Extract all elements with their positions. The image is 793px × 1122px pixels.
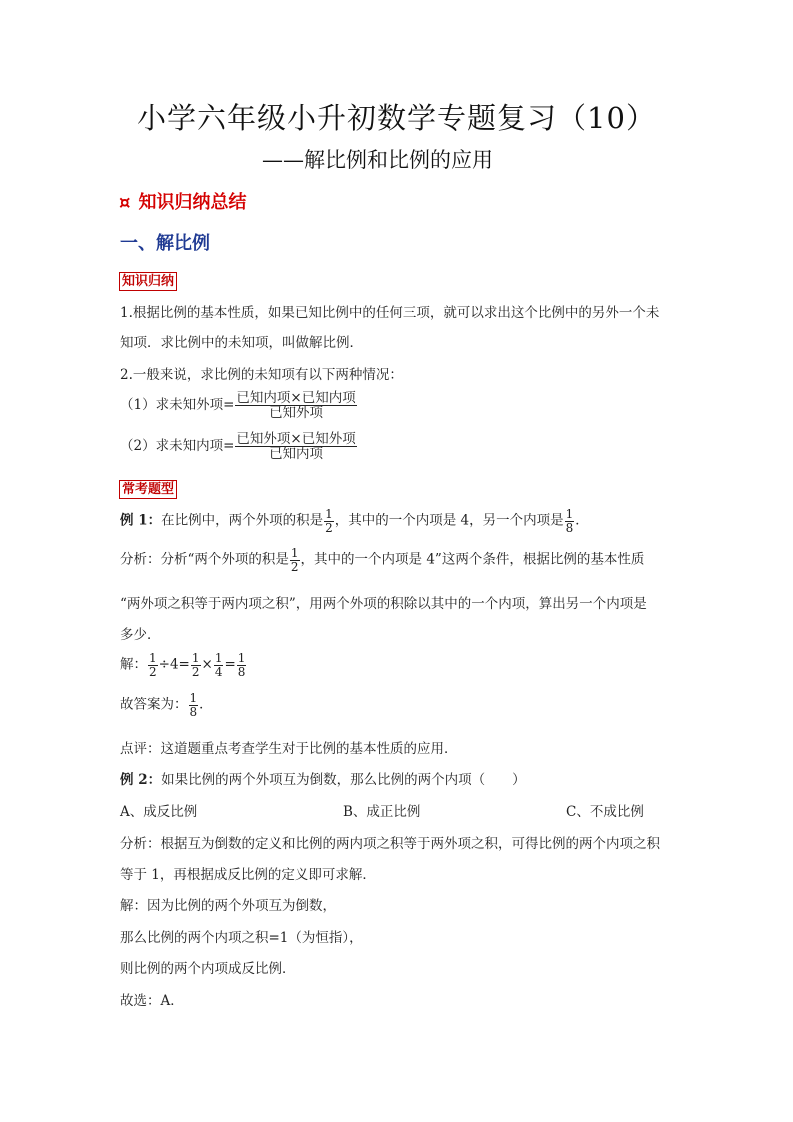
- section-heading-text: 知识归纳总结: [138, 192, 247, 213]
- answer-end: ．: [199, 696, 213, 713]
- answer-label: 故答案为：: [120, 696, 188, 713]
- common-questions-tag-label: 常考题型: [119, 480, 177, 499]
- analysis-text-b: ，其中的一个内项是 4”这两个条件，根据比例的基本性质: [300, 551, 645, 568]
- numerator: 1: [149, 651, 157, 665]
- example-2-solution-line-1: 解：因为比例的两个外项互为倒数，: [120, 898, 336, 914]
- example-1-analysis-line-3: 多少．: [120, 627, 161, 643]
- denominator: 2: [149, 664, 157, 679]
- denominator: 2: [191, 664, 200, 679]
- example-1-analysis-line-1: [120, 547, 644, 573]
- example-1-question: [120, 508, 589, 534]
- knowledge-tag: [119, 270, 177, 290]
- example-2-analysis-line-1: 分析：根据互为倒数的定义和比例的两内项之积等于两外项之积，可得比例的两个内项之积: [120, 836, 660, 852]
- fraction-one-eighth: [189, 692, 199, 718]
- divide-operator: ÷4=: [158, 656, 190, 673]
- example-2-solution-line-3: 则比例的两个内项成反比例．: [120, 961, 296, 977]
- example-2-analysis-line-2: 等于 1，再根据成反比例的定义即可求解．: [120, 867, 376, 883]
- numerator: 1: [214, 651, 223, 665]
- example-2-text: 如果比例的两个外项互为倒数，那么比例的两个内项（ ）: [161, 772, 526, 788]
- case2-denominator: 已知内项: [269, 446, 324, 463]
- denominator: 2: [325, 520, 333, 535]
- numerator: 1: [290, 546, 299, 560]
- fraction-one-half: [324, 508, 334, 534]
- example-2-label: 例 2：: [120, 772, 162, 788]
- fraction-one-half: [191, 652, 201, 678]
- numerator: 1: [565, 507, 574, 521]
- fraction-one-eighth: [565, 508, 575, 534]
- example-2-solution-line-2: 那么比例的两个内项之积=1（为恒指），: [120, 930, 363, 946]
- page-title: 小学六年级小升初数学专题复习（10）: [137, 101, 656, 135]
- example-2-question: [120, 768, 526, 788]
- knowledge-tag-label: 知识归纳: [119, 272, 177, 291]
- denominator: 4: [214, 664, 223, 679]
- example-2-option-b: B、成正比例: [343, 804, 421, 820]
- numerator: 1: [189, 691, 198, 705]
- numerator: 1: [237, 651, 246, 665]
- page-subtitle: ——解比例和比例的应用: [262, 148, 493, 172]
- case2-label: （2）求未知内项=: [120, 438, 235, 455]
- numerator: 1: [191, 651, 200, 665]
- case2-numerator: 已知外项×已知外项: [236, 431, 356, 447]
- knowledge-paragraph-1-line-1: 1.根据比例的基本性质，如果已知比例中的任何三项，就可以求出这个比例中的另外一个未: [120, 305, 660, 321]
- fraction-one-half: [290, 547, 300, 573]
- denominator: 8: [565, 520, 574, 535]
- example-1-text-c: ．: [575, 512, 589, 529]
- case1-fraction: [235, 391, 356, 420]
- denominator: 8: [189, 704, 198, 719]
- example-2-answer: 故选：A．: [120, 993, 184, 1009]
- denominator: 8: [237, 664, 246, 679]
- example-2-option-a: A、成反比例: [120, 804, 198, 820]
- example-1-answer: [120, 692, 213, 718]
- case1-numerator: 已知内项×已知内项: [236, 390, 356, 406]
- example-1-text-b: ，其中的一个内项是 4，另一个内项是: [334, 512, 564, 529]
- fraction-one-half: [148, 652, 158, 678]
- formula-case-1: [120, 391, 358, 420]
- solution-label: 解：: [120, 656, 147, 673]
- example-1-label: 例 1：: [120, 512, 162, 529]
- example-1-text-a: 在比例中，两个外项的积是: [161, 512, 324, 529]
- numerator: 1: [325, 507, 333, 521]
- part1-heading: 一、解比例: [120, 233, 210, 254]
- case1-denominator: 已知外项: [269, 405, 324, 422]
- case1-label: （1）求未知外项=: [120, 397, 235, 414]
- denominator: 2: [290, 559, 299, 574]
- knowledge-paragraph-1-line-2: 知项．求比例中的未知项，叫做解比例．: [120, 335, 363, 351]
- common-questions-tag: [119, 478, 177, 498]
- analysis-text-a: 分析：分析“两个外项的积是: [120, 551, 289, 568]
- fraction-one-quarter: [214, 652, 224, 678]
- section-heading: [119, 188, 246, 214]
- currency-sign-icon: ¤: [119, 192, 131, 213]
- formula-case-2: [120, 432, 358, 461]
- equals-operator: =: [224, 656, 236, 673]
- times-operator: ×: [201, 656, 213, 673]
- case2-fraction: [235, 432, 356, 461]
- knowledge-paragraph-2: 2.一般来说，求比例的未知项有以下两种情况：: [120, 367, 403, 383]
- example-1-comment: 点评：这道题重点考查学生对于比例的基本性质的应用．: [120, 741, 458, 757]
- example-1-solution: [120, 652, 247, 678]
- example-1-analysis-line-2: “两外项之积等于两内项之积”，用两个外项的积除以其中的一个内项，算出另一个内项是: [120, 596, 647, 612]
- fraction-one-eighth: [237, 652, 247, 678]
- example-2-option-c: C、不成比例: [566, 804, 644, 820]
